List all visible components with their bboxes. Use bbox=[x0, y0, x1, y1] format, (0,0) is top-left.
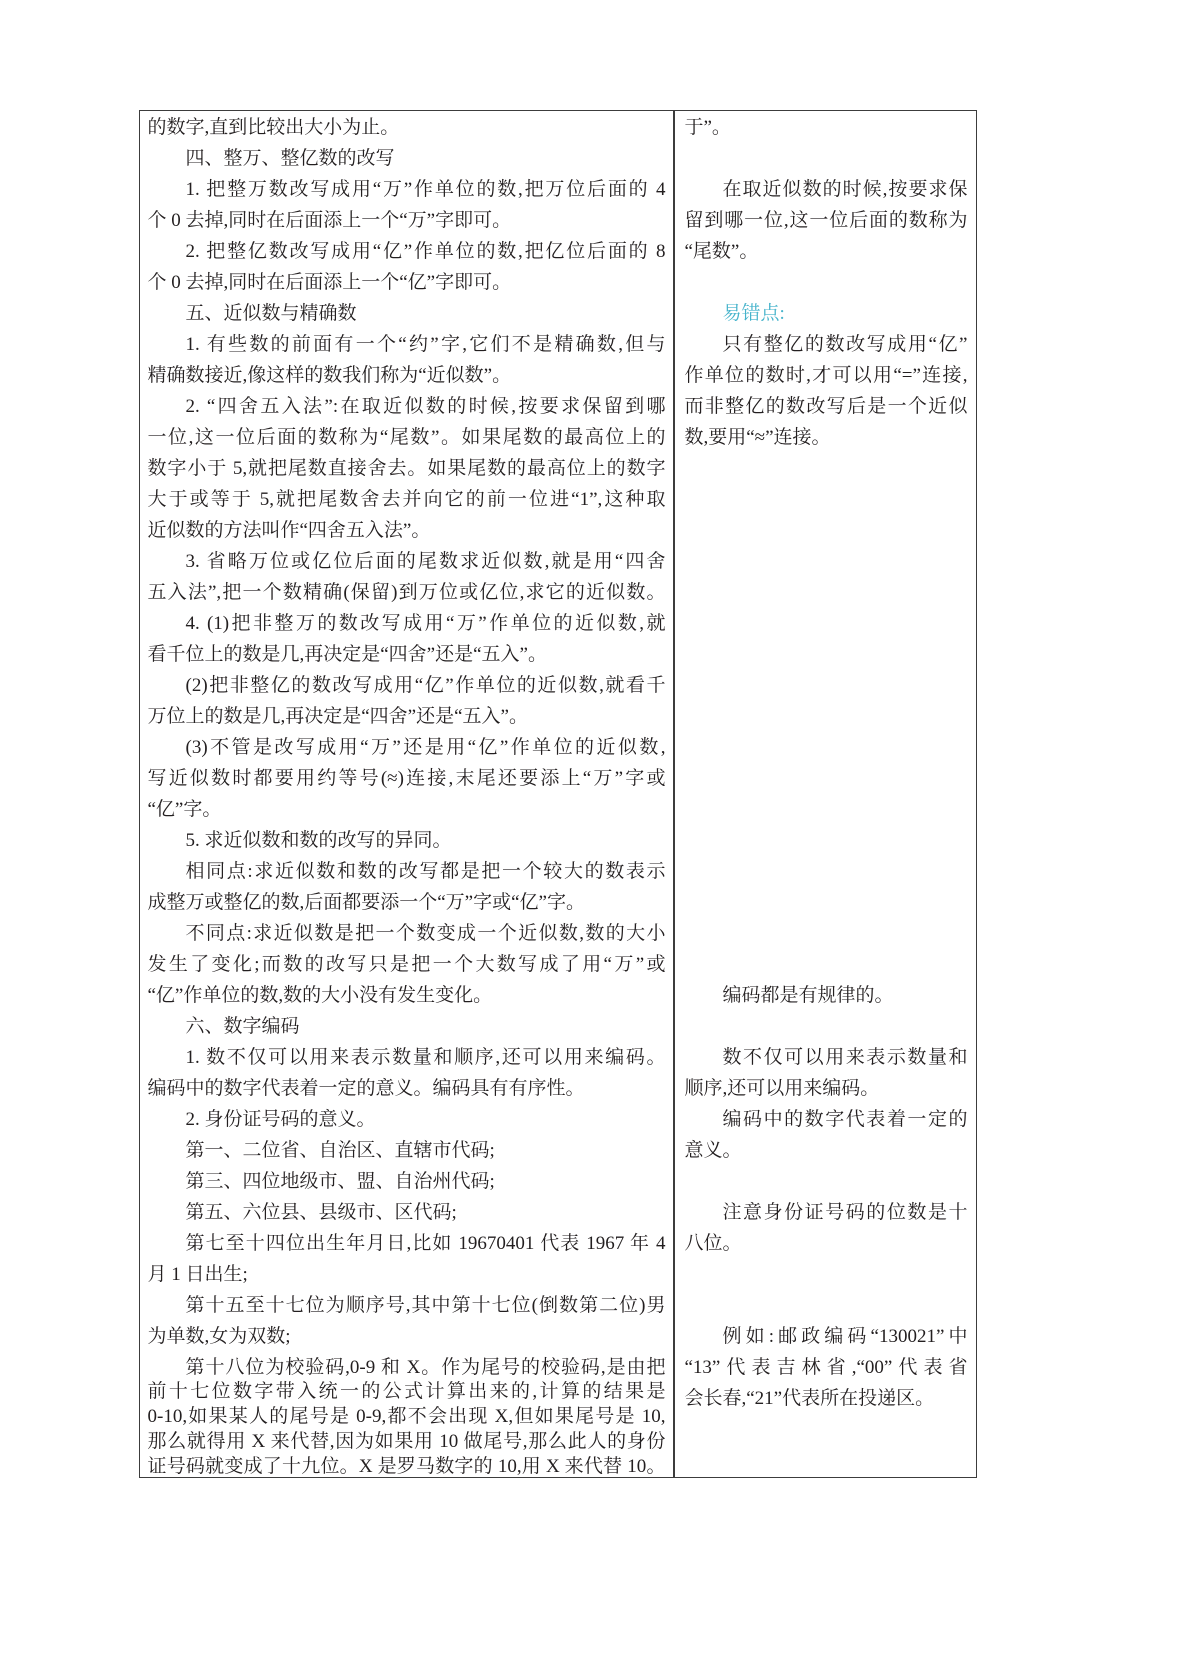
note-text-line: “13”代表吉林省,“00”代表省 bbox=[684, 1357, 968, 1378]
note-text-line: 编码都是有规律的。 bbox=[722, 985, 894, 1006]
main-text-line: 数字小于 5,就把尾数直接舍去。如果尾数的最高位上的数字 bbox=[147, 458, 666, 479]
note-text-line: 而非整亿的数改写后是一个近似 bbox=[684, 396, 968, 417]
main-text-line: 一位,这一位后面的数称为“尾数”。如果尾数的最高位上的 bbox=[147, 427, 666, 448]
main-text-line: 2. “四舍五入法”:在取近似数的时候,按要求保留到哪 bbox=[185, 396, 666, 417]
note-text-line: 顺序,还可以用来编码。 bbox=[684, 1078, 880, 1099]
main-text-line: 1. 数不仅可以用来表示数量和顺序,还可以用来编码。 bbox=[185, 1047, 666, 1068]
main-text-line: 的数字,直到比较出大小为止。 bbox=[147, 117, 400, 138]
main-text-line: 写近似数时都要用约等号(≈)连接,末尾还要添上“万”字或 bbox=[147, 768, 666, 789]
note-text-line: 八位。 bbox=[684, 1233, 742, 1254]
main-text-line: 第一、二位省、自治区、直辖市代码; bbox=[185, 1140, 495, 1161]
main-text-line: 第五、六位县、县级市、区代码; bbox=[185, 1202, 457, 1223]
note-text-line: “尾数”。 bbox=[684, 241, 759, 262]
main-text-line: 个 0 去掉,同时在后面添上一个“亿”字即可。 bbox=[147, 272, 512, 293]
main-text-line: 4. (1)把非整万的数改写成用“万”作单位的近似数,就 bbox=[185, 613, 666, 634]
section-heading: 六、数字编码 bbox=[185, 1016, 300, 1037]
error-prone-label: 易错点: bbox=[722, 303, 785, 324]
main-text-line: 成整万或整亿的数,后面都要添一个“万”字或“亿”字。 bbox=[147, 892, 585, 913]
main-text-line: 第十五至十七位为顺序号,其中第十七位(倒数第二位)男 bbox=[185, 1295, 666, 1316]
main-text-line: 看千位上的数是几,再决定是“四舍”还是“五入”。 bbox=[147, 644, 547, 665]
note-text-line: 在取近似数的时候,按要求保 bbox=[722, 179, 968, 200]
main-text-line: 3. 省略万位或亿位后面的尾数求近似数,就是用“四舍 bbox=[185, 551, 666, 572]
main-text-line: 5. 求近似数和数的改写的异同。 bbox=[185, 830, 452, 851]
main-text-line: 精确数接近,像这样的数我们称为“近似数”。 bbox=[147, 365, 512, 386]
main-text-line: 0-10,如果某人的尾号是 0-9,都不会出现 X,但如果尾号是 10, bbox=[147, 1406, 666, 1427]
section-heading: 四、整万、整亿数的改写 bbox=[185, 148, 395, 169]
main-text-line: 近似数的方法叫作“四舍五入法”。 bbox=[147, 520, 431, 541]
note-text-line: 例如:邮政编码“130021”中 bbox=[722, 1326, 968, 1347]
main-text-line: (3)不管是改写成用“万”还是用“亿”作单位的近似数, bbox=[185, 737, 666, 758]
main-text-line: 为单数,女为双数; bbox=[147, 1326, 291, 1347]
main-text-line: 月 1 日出生; bbox=[147, 1264, 248, 1285]
main-content-cell bbox=[140, 111, 673, 1477]
note-text-line: 意义。 bbox=[684, 1140, 742, 1161]
main-text-line: 个 0 去掉,同时在后面添上一个“万”字即可。 bbox=[147, 210, 512, 231]
note-text-line: 数,要用“≈”连接。 bbox=[684, 427, 831, 448]
main-text-line: 万位上的数是几,再决定是“四舍”还是“五入”。 bbox=[147, 706, 528, 727]
note-text-line: 会长春,“21”代表所在投递区。 bbox=[684, 1388, 935, 1409]
note-text-line: 注意身份证号码的位数是十 bbox=[722, 1202, 968, 1223]
main-text-line: 五入法”,把一个数精确(保留)到万位或亿位,求它的近似数。 bbox=[147, 582, 666, 603]
main-text-line: 2. 把整亿数改写成用“亿”作单位的数,把亿位后面的 8 bbox=[185, 241, 666, 262]
main-text-line: (2)把非整亿的数改写成用“亿”作单位的近似数,就看千 bbox=[185, 675, 666, 696]
note-text-line: 作单位的数时,才可以用“=”连接, bbox=[684, 365, 968, 386]
note-text-line: 数不仅可以用来表示数量和 bbox=[722, 1047, 968, 1068]
main-text-line: 证号码就变成了十九位。X 是罗马数字的 10,用 X 来代替 10。 bbox=[147, 1456, 666, 1477]
main-text-line: 1. 有些数的前面有一个“约”字,它们不是精确数,但与 bbox=[185, 334, 666, 355]
main-text-line: 第十八位为校验码,0-9 和 X。作为尾号的校验码,是由把 bbox=[185, 1357, 666, 1378]
main-text-line: 编码中的数字代表着一定的意义。编码具有有序性。 bbox=[147, 1078, 585, 1099]
note-text-line: 编码中的数字代表着一定的 bbox=[722, 1109, 968, 1130]
side-notes-cell bbox=[675, 111, 975, 1477]
main-text-line: 1. 把整万数改写成用“万”作单位的数,把万位后面的 4 bbox=[185, 179, 666, 200]
main-text-line: 第三、四位地级市、盟、自治州代码; bbox=[185, 1171, 495, 1192]
main-text-line: 不同点:求近似数是把一个数变成一个近似数,数的大小 bbox=[185, 923, 666, 944]
section-heading: 五、近似数与精确数 bbox=[185, 303, 357, 324]
main-text-line: 相同点:求近似数和数的改写都是把一个较大的数表示 bbox=[185, 861, 666, 882]
main-text-line: 大于或等于 5,就把尾数舍去并向它的前一位进“1”,这种取 bbox=[147, 489, 666, 510]
notes-table bbox=[139, 110, 977, 1478]
note-text-line: 于”。 bbox=[684, 117, 731, 138]
main-text-line: 发生了变化;而数的改写只是把一个大数写成了用“万”或 bbox=[147, 954, 666, 975]
main-text-line: 2. 身份证号码的意义。 bbox=[185, 1109, 376, 1130]
main-text-line: 前十七位数字带入统一的公式计算出来的,计算的结果是 bbox=[147, 1381, 666, 1402]
main-text-line: “亿”字。 bbox=[147, 799, 222, 820]
main-text-line: 那么就得用 X 来代替,因为如果用 10 做尾号,那么此人的身份 bbox=[147, 1431, 666, 1452]
note-text-line: 只有整亿的数改写成用“亿” bbox=[722, 334, 968, 355]
main-text-line: 第七至十四位出生年月日,比如 19670401 代表 1967 年 4 bbox=[185, 1233, 666, 1254]
main-text-line: “亿”作单位的数,数的大小没有发生变化。 bbox=[147, 985, 493, 1006]
note-text-line: 留到哪一位,这一位后面的数称为 bbox=[684, 210, 968, 231]
